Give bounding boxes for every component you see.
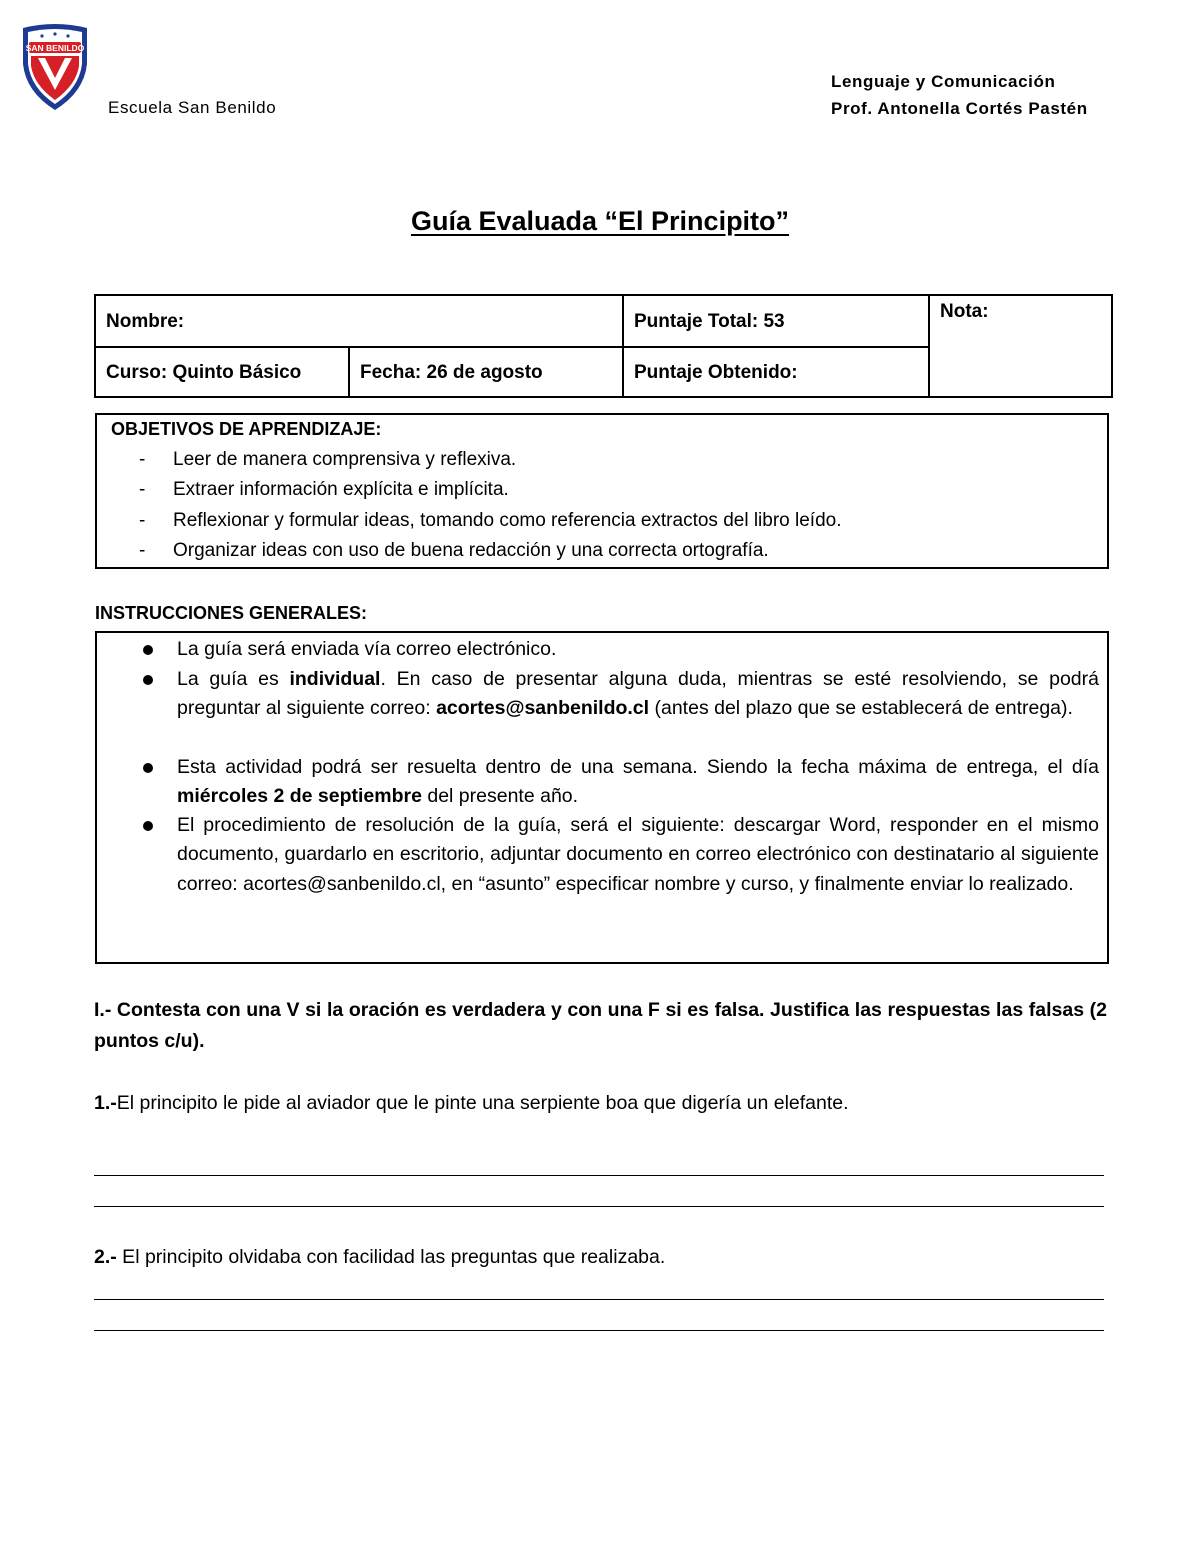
school-name: Escuela San Benildo: [108, 98, 277, 117]
instruction-item: La guía será enviada vía correo electrónico.: [177, 638, 557, 660]
instruction-item: Esta actividad podrá ser resuelta dentro de una semana. Siendo la fecha máxima de entrega, el día miércoles 2 de septiembre del presente año.: [177, 756, 1099, 808]
school-logo: [20, 22, 90, 112]
bullet-icon: [143, 645, 153, 655]
objective-text: Reflexionar y formular ideas, tomando como referencia extractos del libro leído.: [173, 510, 842, 531]
objective-text: Organizar ideas con uso de buena redacción y una correcta ortografía.: [173, 540, 769, 561]
logo-text: SAN BENILDO: [25, 43, 85, 53]
course: Curso: Quinto Básico: [106, 362, 302, 383]
obtained-score-field[interactable]: Puntaje Obtenido:: [634, 362, 798, 383]
total-score: Puntaje Total: 53: [634, 311, 785, 332]
objective-text: Extraer información explícita e implícita.: [173, 479, 509, 500]
question-1: 1.-El principito le pide al aviador que le pinte una serpiente boa que digería un elefante.: [94, 1092, 849, 1114]
grade-field[interactable]: Nota:: [940, 301, 989, 322]
title-text: Guía Evaluada “El Principito”: [410, 206, 790, 236]
shield-icon: [20, 22, 90, 112]
email-link[interactable]: acortes@sanbenildo.cl: [436, 697, 650, 720]
objectives-title: OBJETIVOS DE APRENDIZAJE:: [111, 419, 382, 439]
info-table: [94, 294, 1113, 398]
bullet-icon: [143, 763, 153, 773]
answer-line[interactable]: [94, 1175, 1104, 1176]
answer-line[interactable]: [94, 1299, 1104, 1300]
name-field[interactable]: Nombre:: [106, 311, 185, 332]
instructions-box: [95, 631, 1109, 964]
date: Fecha: 26 de agosto: [360, 362, 543, 383]
bullet-icon: [143, 675, 153, 685]
teacher-name: Prof. Antonella Cortés Pastén: [831, 99, 1088, 118]
instruction-item: La guía es individual. En caso de presentar alguna duda, mientras se esté resolviendo, se podrá preguntar al siguiente correo: acortes@sanbenildo.cl (antes del plazo que se establecerá de entrega).: [177, 668, 1099, 720]
bullet-icon: [143, 821, 153, 831]
objective-text: Leer de manera comprensiva y reflexiva.: [173, 449, 517, 470]
question-2: 2.- El principito olvidaba con facilidad las preguntas que realizaba.: [94, 1246, 666, 1268]
instructions-title: INSTRUCCIONES GENERALES:: [95, 603, 368, 623]
answer-line[interactable]: [94, 1330, 1104, 1331]
subject-name: Lenguaje y Comunicación: [831, 72, 1056, 91]
page-title: [0, 206, 1200, 237]
objectives-box: OBJETIVOS DE APRENDIZAJE: - Leer de manera comprensiva y reflexiva. - Extraer información explícita e implícita. - Reflexionar y formular ideas, tomando como referencia extractos del libro leído. - Organizar ideas con uso de buena redacción y una correcta ortografía.: [95, 413, 1109, 569]
answer-line[interactable]: [94, 1206, 1104, 1207]
section-instructions: I.- Contesta con una V si la oración es verdadera y con una F si es falsa. Justifica las respuestas las falsas (2 puntos c/u).: [94, 999, 1107, 1052]
instruction-item: El procedimiento de resolución de la guía, será el siguiente: descargar Word, responder en el mismo documento, guardarlo en escritorio, adjuntar documento en correo electrónico con destinatario al siguiente correo: acortes@sanbenildo.cl, en “asunto” especificar nombre y curso, y finalmente enviar lo realizado.: [177, 814, 1099, 895]
